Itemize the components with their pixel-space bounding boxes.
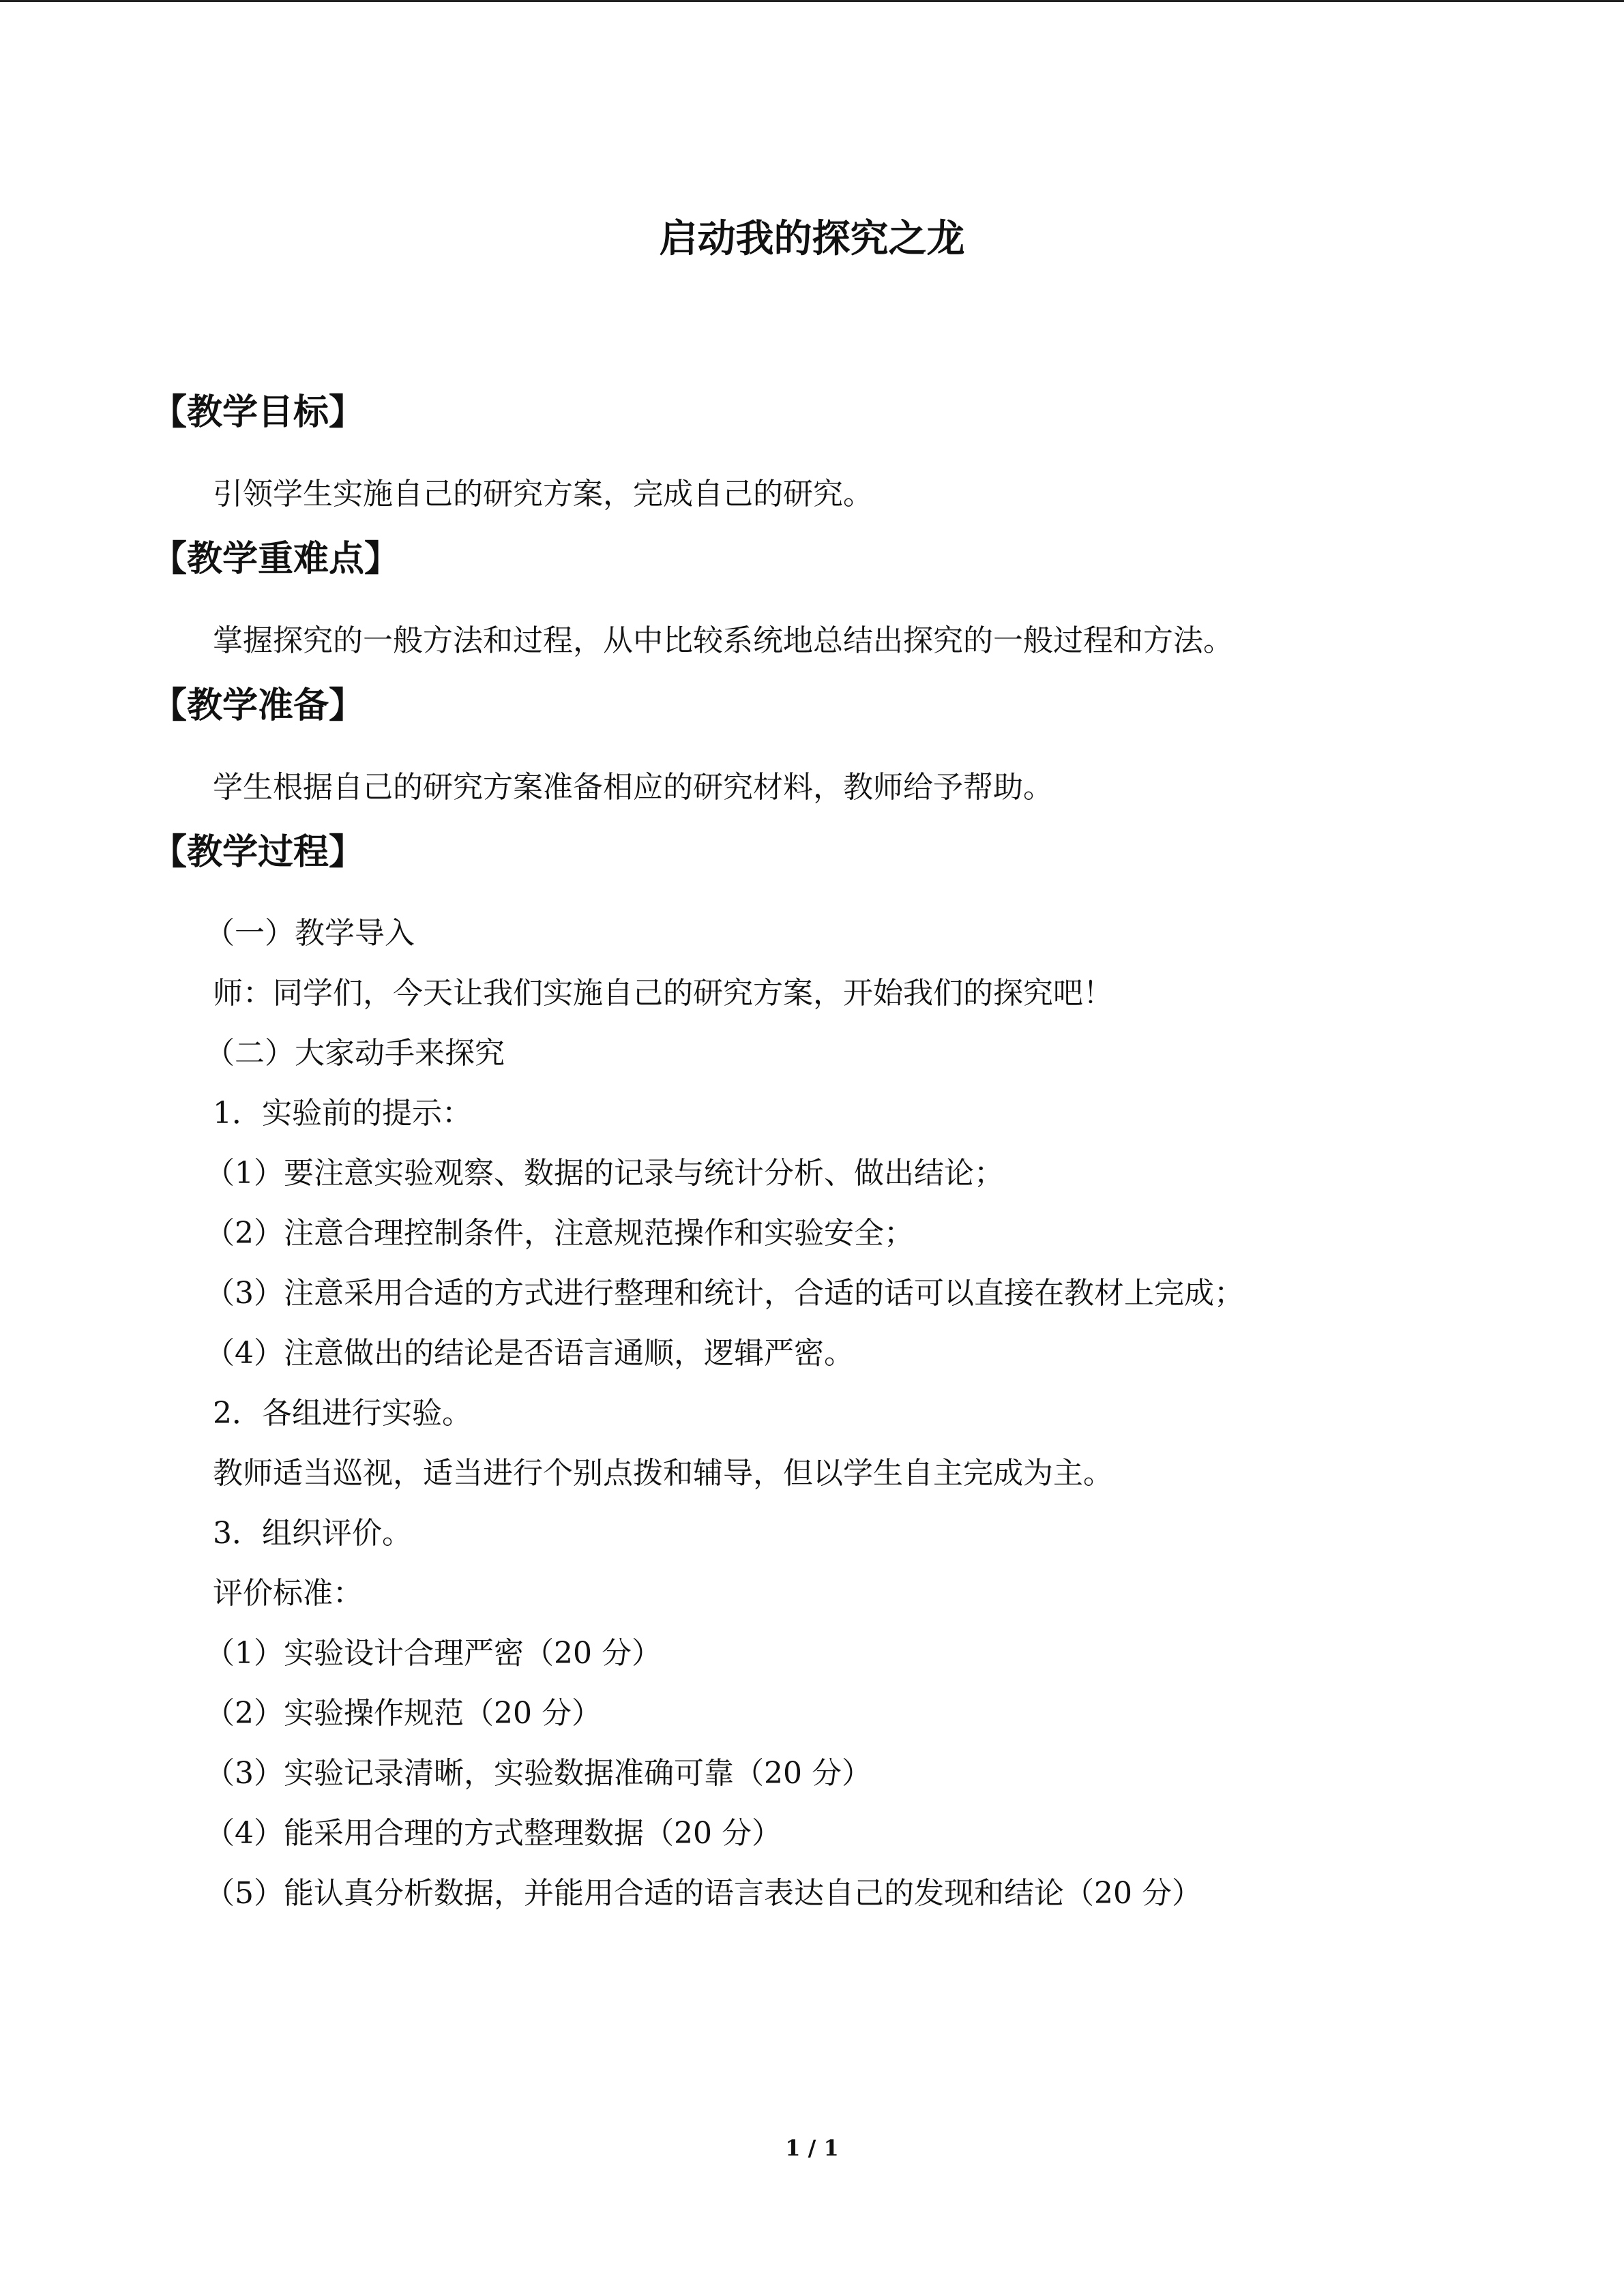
key-points-text: 掌握探究的一般方法和过程，从中比较系统地总结出探究的一般过程和方法。 — [213, 623, 1233, 658]
process-line: （1）要注意实验观察、数据的记录与统计分析、做出结论； — [205, 1156, 1004, 1191]
process-line: 师：同学们，今天让我们实施自己的研究方案，开始我们的探究吧！ — [213, 976, 1113, 1011]
process-line: 评价标准： — [213, 1576, 363, 1611]
process-line: （5）能认真分析数据，并能用合适的语言表达自己的发现和结论（20 分） — [205, 1876, 1202, 1911]
process-line: （4）注意做出的结论是否语言通顺，逻辑严密。 — [205, 1336, 854, 1371]
process-line: （二）大家动手来探究 — [205, 1036, 505, 1071]
goals-text: 引领学生实施自己的研究方案，完成自己的研究。 — [213, 477, 873, 511]
preparation-text: 学生根据自己的研究方案准备相应的研究材料，教师给予帮助。 — [213, 770, 1053, 805]
process-line: （3）实验记录清晰，实验数据准确可靠（20 分） — [205, 1756, 872, 1791]
section-heading-key-points: 【教学重难点】 — [151, 538, 400, 580]
process-line: （一）教学导入 — [205, 916, 415, 951]
process-line: （2）实验操作规范（20 分） — [205, 1696, 602, 1731]
top-border-line — [0, 0, 1624, 2]
document-title: 启动我的探究之龙 — [659, 216, 965, 261]
process-line: 3．组织评价。 — [213, 1516, 412, 1551]
process-line: （3）注意采用合适的方式进行整理和统计，合适的话可以直接在教材上完成； — [205, 1276, 1244, 1311]
section-heading-process: 【教学过程】 — [151, 831, 365, 873]
process-line: （4）能采用合理的方式整理数据（20 分） — [205, 1816, 782, 1851]
process-line: （2）注意合理控制条件，注意规范操作和实验安全； — [205, 1216, 914, 1251]
section-heading-preparation: 【教学准备】 — [151, 685, 365, 726]
process-line: （1）实验设计合理严密（20 分） — [205, 1636, 662, 1671]
process-line: 1．实验前的提示： — [213, 1096, 472, 1131]
process-line: 教师适当巡视，适当进行个别点拨和辅导，但以学生自主完成为主。 — [213, 1456, 1113, 1491]
process-line: 2．各组进行实验。 — [213, 1396, 472, 1431]
section-heading-goals: 【教学目标】 — [151, 391, 365, 433]
page-number: 1 / 1 — [785, 2135, 839, 2161]
